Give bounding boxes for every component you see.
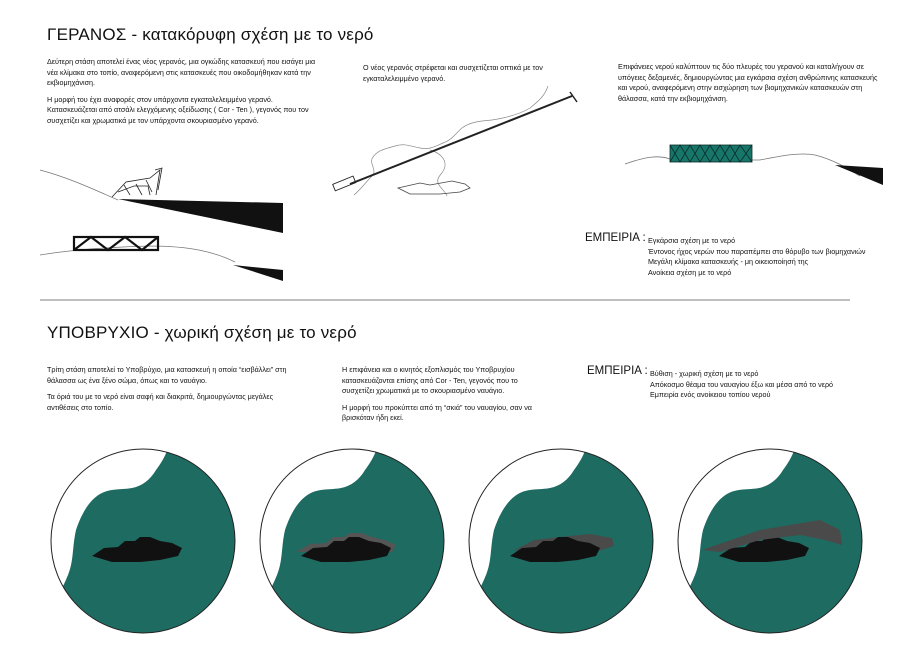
section1-col1-p1: Δεύτερη στάση αποτελεί ένας νέος γερανός, μια ογκώδης κατασκευή που εισάγει μια νέα κλίμακα στο τοπίο, αναφερόμενη στις κατασκευές που οικοδομήθηκαν κατά την εκβιομηχάνιση. <box>47 57 316 88</box>
circle-stage-1 <box>51 440 235 633</box>
section1-experience-label: ΕΜΠΕΙΡΙΑ : <box>585 232 646 244</box>
section2-experience-item: Βύθιση - χωρική σχέση με το νερό <box>650 369 759 378</box>
circle-stage-3 <box>469 440 653 633</box>
section2-col1-p1: Τρίτη στάση αποτελεί το Υποβρύχιο, μια κατασκευή η οποία “εισβάλλει” στη θάλασσα ως ένα ξένο σώμα, όπως και το ναυάγιο. <box>47 365 287 385</box>
section2-col2-p1: Η επιφάνεια και ο κινητός εξοπλισμός του Υποβρυχίου κατασκευάζονται επίσης από Cor - Ten, γεγονός που το συσχετίζει χρωματικά με το σκουριασμένο ναυάγιο. <box>342 365 518 396</box>
section1-col2-text: Ο νέος γερανός στρέφεται και συσχετίζεται οπτικά με τον εγκαταλελειμμένο γερανό. <box>363 63 543 83</box>
section2-title: ΥΠΟΒΡΥΧΙΟ - χωρική σχέση με το νερό <box>47 323 357 342</box>
section1-title: ΓΕΡΑΝΟΣ - κατακόρυφη σχέση με το νερό <box>47 25 374 44</box>
section2-col1-p2: Τα όριά του με το νερό είναι σαφή και διακριτά, δημιουργώντας μεγάλες αντιθέσεις στο τοπίο. <box>47 392 274 412</box>
section1-col3-text: Επιφάνειες νερού καλύπτουν τις δύο πλευρές του γερανού και καταλήγουν σε υπόγειες δεξαμενές, δημιουργώντας μια εγκάρσια σχέση ανθρώπινης κατασκευής και νερού, αναφερόμενη στην εισχώρηση των βιομηχανικών κατασκευών στη θάλασσα, κατά την εκβιομηχάνιση. <box>618 62 878 103</box>
circle-stage-2 <box>260 440 444 633</box>
section1-experience-item: Εγκάρσια σχέση με το νερό <box>648 236 736 245</box>
section1-col1-p2: Η μορφή του έχει αναφορές στον υπάρχοντα εγκαταλελειμμένο γερανό. Κατασκευάζεται από ατσάλι ελεγχόμενης οξείδωσης ( Cor - Ten ), γεγονός που τον συσχετίζει και χρωματικά με τον υπάρχοντα σκουριασμένο γερανό. <box>47 94 309 125</box>
circle-stage-4 <box>678 440 862 633</box>
section1-experience-item: Μεγάλη κλίμακα κατασκευής - μη οικειοποίησή της <box>648 257 809 267</box>
section1-experience-item: Ανοίκεια σχέση με το νερό <box>648 267 732 277</box>
section2-experience-item: Εμπειρία ενός ανοίκειου τοπίου νερού <box>650 390 771 400</box>
section2-experience-label: ΕΜΠΕΙΡΙΑ : <box>587 365 648 377</box>
section1-experience-item: Έντονος ήχος νερών που παραπέμπει στο θόρυβο των βιομηχανιών <box>648 246 866 256</box>
section2-col2-p2: Η μορφή του προκύπτει από τη “σκιά” του ναυαγίου, σαν να βρισκόταν ήδη εκεί. <box>342 402 532 423</box>
section2-experience-item: Απόκοσμο θέαμα του ναυαγίου έξω και μέσα από το νερό <box>650 379 834 389</box>
